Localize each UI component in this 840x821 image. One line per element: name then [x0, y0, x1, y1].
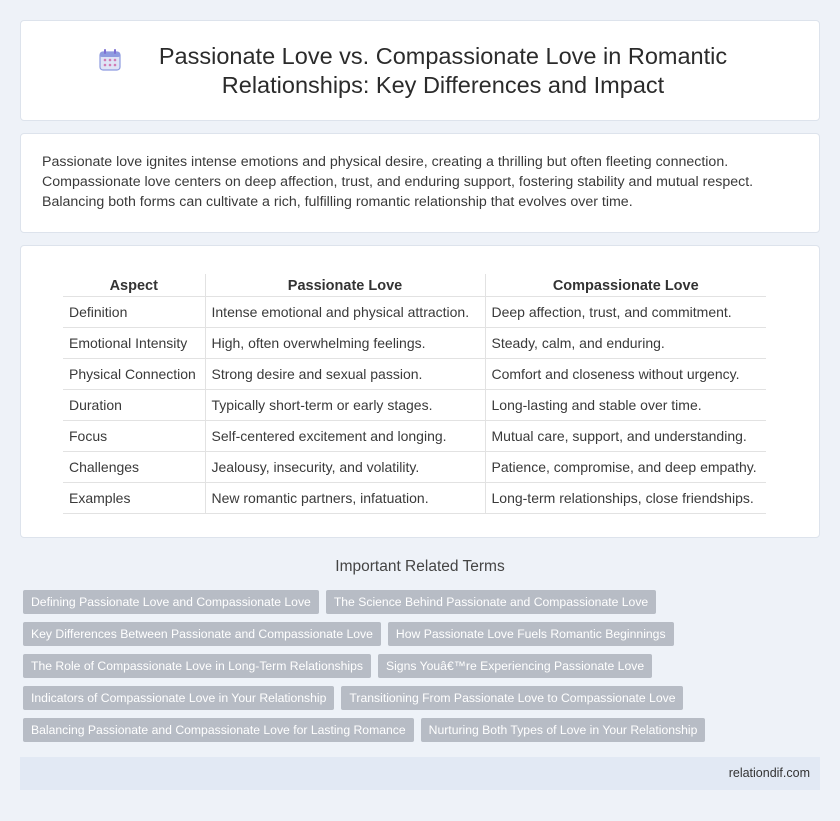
header-aspect: Aspect: [63, 274, 205, 297]
header-compassionate: Compassionate Love: [485, 274, 766, 297]
related-terms-list: [23, 590, 803, 750]
table-row: [63, 359, 766, 390]
table-cell: Long-lasting and stable over time.: [485, 390, 766, 421]
table-row: [63, 483, 766, 514]
table-cell: Self-centered excitement and longing.: [205, 421, 485, 452]
header-passionate: Passionate Love: [205, 274, 485, 297]
intro-text: Passionate love ignites intense emotions and physical desire, creating a thrilling but often fleeting connection. Compassionate love centers on deep affection, trust, and enduring support, fostering stability and mutual respect. Balancing both forms can cultivate a rich, fulfilling romantic relationship that evolves over time.: [42, 154, 754, 210]
header-card: [20, 20, 820, 121]
footer: [20, 757, 820, 790]
table-cell: High, often overwhelming feelings.: [205, 328, 485, 359]
table-cell: Comfort and closeness without urgency.: [485, 359, 766, 390]
table-cell: Patience, compromise, and deep empathy.: [485, 452, 766, 483]
table-cell: Duration: [63, 390, 205, 421]
page-title: Passionate Love vs. Compassionate Love in Romantic Relationships: Key Differences and Impact: [158, 42, 728, 98]
intro-card: [20, 133, 820, 233]
comparison-table-card: [20, 245, 820, 538]
tag-row: [23, 622, 803, 646]
tag-row: [23, 686, 803, 710]
related-term-link[interactable]: Nurturing Both Types of Love in Your Relationship: [421, 718, 706, 742]
related-term-link[interactable]: Signs Youâ€™re Experiencing Passionate Love: [378, 654, 652, 678]
table-cell: Emotional Intensity: [63, 328, 205, 359]
calendar-icon: [97, 47, 123, 73]
site-link[interactable]: relationdif.com: [728, 766, 810, 780]
table-cell: Examples: [63, 483, 205, 514]
table-cell: Typically short-term or early stages.: [205, 390, 485, 421]
table-cell: Deep affection, trust, and commitment.: [485, 297, 766, 328]
table-row: [63, 297, 766, 328]
related-term-link[interactable]: Balancing Passionate and Compassionate Love for Lasting Romance: [23, 718, 414, 742]
related-term-link[interactable]: How Passionate Love Fuels Romantic Beginnings: [388, 622, 674, 646]
table-cell: New romantic partners, infatuation.: [205, 483, 485, 514]
table-row: [63, 390, 766, 421]
tag-row: [23, 590, 803, 614]
table-cell: Intense emotional and physical attraction.: [205, 297, 485, 328]
tag-row: [23, 654, 803, 678]
related-term-link[interactable]: Indicators of Compassionate Love in Your Relationship: [23, 686, 334, 710]
related-term-link[interactable]: Transitioning From Passionate Love to Compassionate Love: [341, 686, 683, 710]
related-term-link[interactable]: The Science Behind Passionate and Compassionate Love: [326, 590, 656, 614]
table-cell: Definition: [63, 297, 205, 328]
table-row: [63, 328, 766, 359]
table-row: [63, 452, 766, 483]
table-cell: Long-term relationships, close friendships.: [485, 483, 766, 514]
tag-row: [23, 718, 803, 742]
table-cell: Jealousy, insecurity, and volatility.: [205, 452, 485, 483]
related-term-link[interactable]: Defining Passionate Love and Compassionate Love: [23, 590, 319, 614]
table-cell: Challenges: [63, 452, 205, 483]
comparison-table: [63, 274, 766, 514]
related-term-link[interactable]: Key Differences Between Passionate and Compassionate Love: [23, 622, 381, 646]
table-cell: Strong desire and sexual passion.: [205, 359, 485, 390]
table-cell: Mutual care, support, and understanding.: [485, 421, 766, 452]
table-cell: Physical Connection: [63, 359, 205, 390]
table-header-row: [63, 274, 766, 297]
related-term-link[interactable]: The Role of Compassionate Love in Long-Term Relationships: [23, 654, 371, 678]
table-cell: Steady, calm, and enduring.: [485, 328, 766, 359]
related-terms-title: Important Related Terms: [335, 558, 505, 575]
table-cell: Focus: [63, 421, 205, 452]
table-row: [63, 421, 766, 452]
